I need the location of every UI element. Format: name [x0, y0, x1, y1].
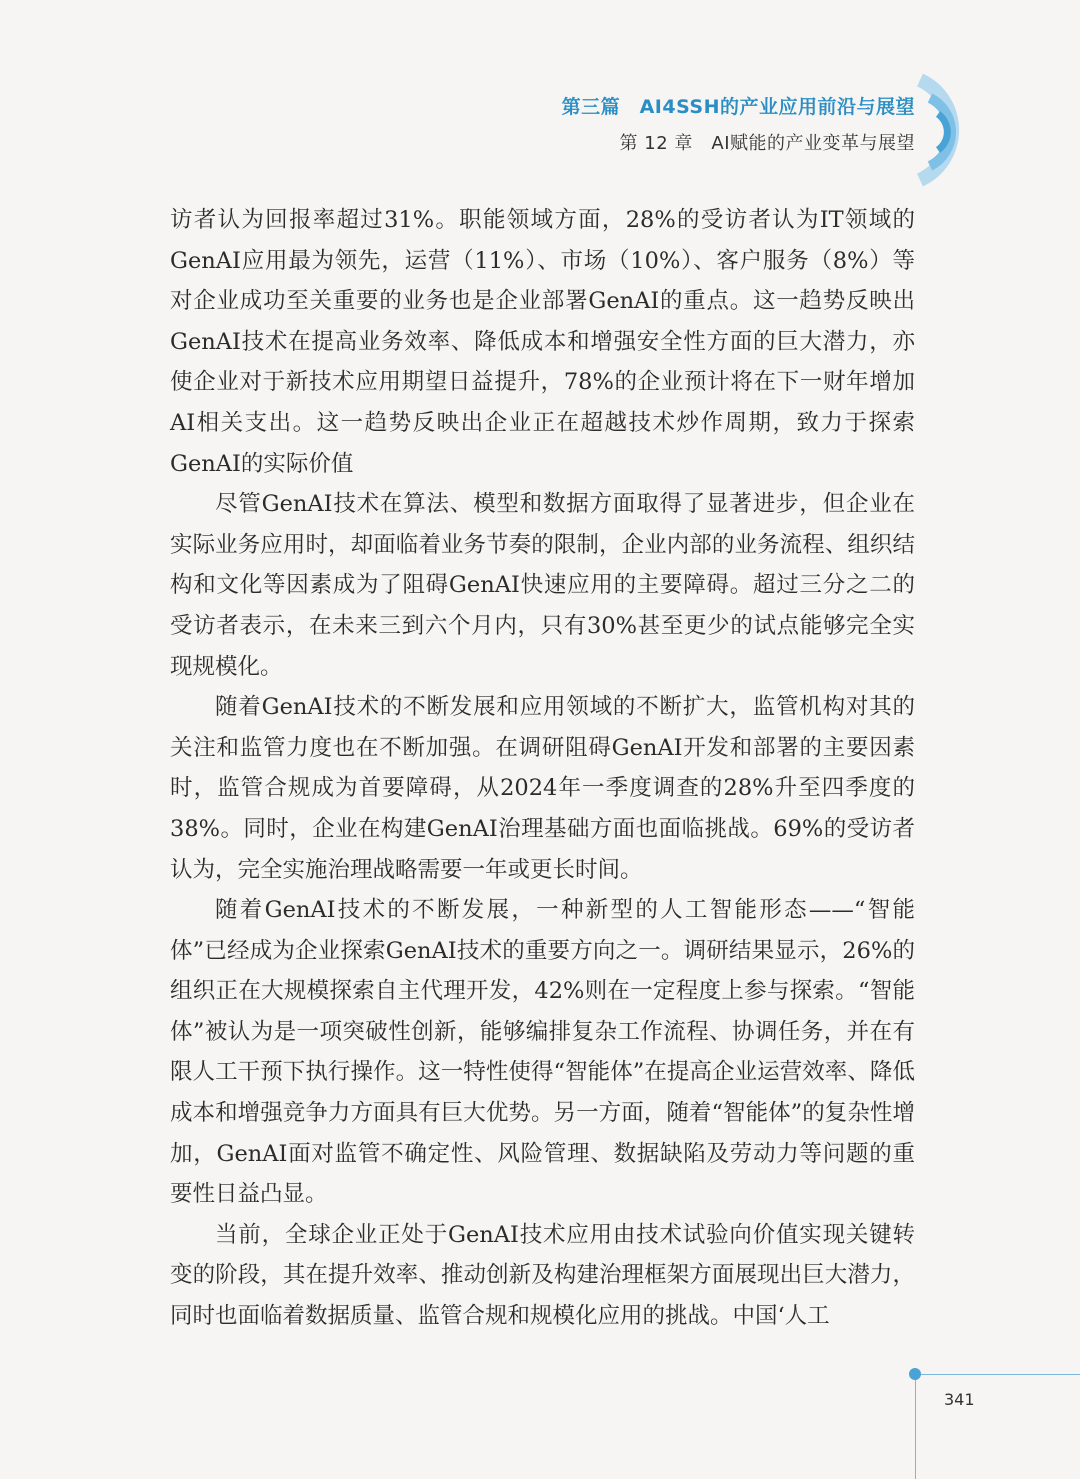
footer-dot-icon [909, 1368, 921, 1380]
chapter-title: 第 12 章 AI赋能的产业变革与展望 [619, 133, 915, 154]
paragraph: 访者认为回报率超过31%。职能领域方面，28%的受访者认为IT领域的GenAI应用最为领先，运营（11%）、市场（10%）、客户服务（8%）等对企业成功至关重要的业务也是企业部署GenAI的重点。这一趋势反映出GenAI技术在提高业务效率、降低成本和增强安全性方面的巨大潜力，亦使企业对于新技术应用期望日益提升，78%的企业预计将在下一财年增加AI相关支出。这一趋势反映出企业正在超越技术炒作周期，致力于探索GenAI的实际价值 [170, 207, 915, 477]
body-text [170, 200, 915, 1337]
paragraph: 随着GenAI技术的不断发展和应用领域的不断扩大，监管机构对其的关注和监管力度也在不断加强。在调研阻碍GenAI开发和部署的主要因素时，监管合规成为首要障碍，从2024年一季度调查的28%升至四季度的38%。同时，企业在构建GenAI治理基础方面也面临挑战。69%的受访者认为，完全实施治理战略需要一年或更长时间。 [170, 694, 915, 883]
header-arcs-icon [900, 70, 1010, 190]
part-title: 第三篇 AI4SSH的产业应用前沿与展望 [561, 96, 915, 118]
paragraph: 当前，全球企业正处于GenAI技术应用由技术试验向价值实现关键转变的阶段，其在提升效率、推动创新及构建治理框架方面展现出巨大潜力，同时也面临着数据质量、监管合规和规模化应用的挑战。中国‘人工 [170, 1221, 915, 1330]
footer-vertical-divider [915, 1374, 916, 1479]
running-header [562, 92, 915, 155]
paragraph: 尽管GenAI技术在算法、模型和数据方面取得了显著进步，但企业在实际业务应用时，却面临着业务节奏的限制，企业内部的业务流程、组织结构和文化等因素成为了阻碍GenAI快速应用的主要障碍。超过三分之二的受访者表示，在未来三到六个月内，只有30%甚至更少的试点能够完全实现规模化。 [170, 491, 915, 680]
page-number: 341 [944, 1390, 975, 1409]
paragraph: 随着GenAI技术的不断发展，一种新型的人工智能形态——“智能体”已经成为企业探索GenAI技术的重要方向之一。调研结果显示，26%的组织正在大规模探索自主代理开发，42%则在一定程度上参与探索。“智能体”被认为是一项突破性创新，能够编排复杂工作流程、协调任务，并在有限人工干预下执行操作。这一特性使得“智能体”在提高企业运营效率、降低成本和增强竞争力方面具有巨大优势。另一方面，随着“智能体”的复杂性增加，GenAI面对监管不确定性、风险管理、数据缺陷及劳动力等问题的重要性日益凸显。 [170, 897, 915, 1208]
footer-divider [915, 1374, 1080, 1375]
